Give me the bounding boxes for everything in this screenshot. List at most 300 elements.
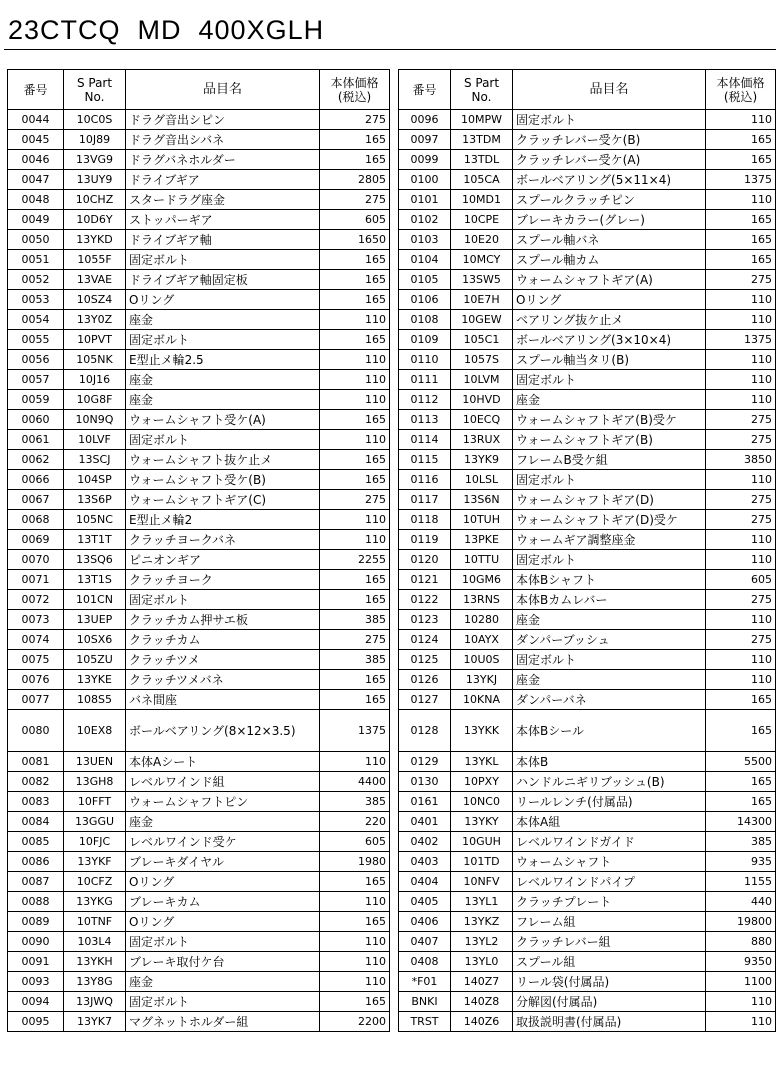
table-row xyxy=(8,630,390,650)
part-price: 275 xyxy=(320,110,390,130)
part-price: 165 xyxy=(320,130,390,150)
part-name: 座金 xyxy=(513,390,706,410)
s-part-number: 101TD xyxy=(451,852,513,872)
s-part-number: 13YL0 xyxy=(451,952,513,972)
part-price: 165 xyxy=(706,772,776,792)
part-number: 0081 xyxy=(8,752,64,772)
part-number: 0103 xyxy=(399,230,451,250)
table-row xyxy=(8,250,390,270)
part-number: 0161 xyxy=(399,792,451,812)
part-price: 165 xyxy=(320,470,390,490)
part-number: 0083 xyxy=(8,792,64,812)
table-row xyxy=(399,130,776,150)
part-name: ダンパーブッシュ xyxy=(513,630,706,650)
s-part-number: 10GM6 xyxy=(451,570,513,590)
part-price: 1155 xyxy=(706,872,776,892)
part-price: 165 xyxy=(320,270,390,290)
s-part-number: 10GEW xyxy=(451,310,513,330)
part-number: 0096 xyxy=(399,110,451,130)
table-row xyxy=(399,470,776,490)
part-price: 165 xyxy=(320,330,390,350)
part-price: 110 xyxy=(706,350,776,370)
header-price-line2: (税込) xyxy=(723,89,758,104)
s-part-number: 13YKL xyxy=(451,752,513,772)
part-number: 0049 xyxy=(8,210,64,230)
part-number: 0116 xyxy=(399,470,451,490)
table-row xyxy=(399,410,776,430)
part-price: 275 xyxy=(706,590,776,610)
table-row xyxy=(8,490,390,510)
part-price: 165 xyxy=(706,690,776,710)
part-name: 座金 xyxy=(513,610,706,630)
s-part-number: 13S6P xyxy=(64,490,126,510)
s-part-number: 13YKK xyxy=(451,710,513,752)
table-row xyxy=(8,690,390,710)
part-name: 本体Bシャフト xyxy=(513,570,706,590)
table-row xyxy=(8,530,390,550)
s-part-number: 10PVT xyxy=(64,330,126,350)
table-row xyxy=(399,310,776,330)
part-price: 1375 xyxy=(706,330,776,350)
header-no: 番号 xyxy=(399,70,451,110)
part-name: 座金 xyxy=(126,370,320,390)
s-part-number: 13GH8 xyxy=(64,772,126,792)
part-number: 0075 xyxy=(8,650,64,670)
part-number: BNKI xyxy=(399,992,451,1012)
part-name: 座金 xyxy=(126,310,320,330)
s-part-number: 10TNF xyxy=(64,912,126,932)
part-number: 0123 xyxy=(399,610,451,630)
part-name: クラッチツメ xyxy=(126,650,320,670)
part-price: 385 xyxy=(320,610,390,630)
table-row xyxy=(399,550,776,570)
s-part-number: 10E20 xyxy=(451,230,513,250)
part-name: クラッチヨークバネ xyxy=(126,530,320,550)
table-row xyxy=(399,892,776,912)
part-price: 275 xyxy=(320,490,390,510)
s-part-number: 140Z6 xyxy=(451,1012,513,1032)
part-price: 275 xyxy=(706,410,776,430)
part-name: クラッチツメバネ xyxy=(126,670,320,690)
table-row xyxy=(399,510,776,530)
s-part-number: 1057S xyxy=(451,350,513,370)
s-part-number: 10N9Q xyxy=(64,410,126,430)
part-number: 0121 xyxy=(399,570,451,590)
part-number: 0073 xyxy=(8,610,64,630)
s-part-number: 13TDL xyxy=(451,150,513,170)
part-number: 0101 xyxy=(399,190,451,210)
part-number: 0111 xyxy=(399,370,451,390)
header-price xyxy=(706,70,776,110)
part-name: スプール軸バネ xyxy=(513,230,706,250)
s-part-number: 13S6N xyxy=(451,490,513,510)
table-row xyxy=(399,170,776,190)
table-row xyxy=(8,752,390,772)
table-row xyxy=(399,530,776,550)
table-row xyxy=(8,350,390,370)
table-row xyxy=(399,210,776,230)
s-part-number: 13UEP xyxy=(64,610,126,630)
table-row xyxy=(399,932,776,952)
part-number: 0095 xyxy=(8,1012,64,1032)
s-part-number: 10PXY xyxy=(451,772,513,792)
s-part-number: 13T1T xyxy=(64,530,126,550)
table-row xyxy=(8,992,390,1012)
part-number: 0128 xyxy=(399,710,451,752)
part-number: 0124 xyxy=(399,630,451,650)
part-name: E型止メ輪2.5 xyxy=(126,350,320,370)
part-number: 0401 xyxy=(399,812,451,832)
s-part-number: 108S5 xyxy=(64,690,126,710)
table-row xyxy=(399,490,776,510)
part-number: 0402 xyxy=(399,832,451,852)
table-row xyxy=(8,670,390,690)
part-number: 0057 xyxy=(8,370,64,390)
part-price: 110 xyxy=(706,650,776,670)
s-part-number: 13YL1 xyxy=(451,892,513,912)
s-part-number: 13Y0Z xyxy=(64,310,126,330)
part-number: 0126 xyxy=(399,670,451,690)
part-price: 275 xyxy=(706,270,776,290)
part-price: 110 xyxy=(706,390,776,410)
part-price: 165 xyxy=(320,992,390,1012)
part-number: 0108 xyxy=(399,310,451,330)
table-row xyxy=(399,270,776,290)
part-price: 110 xyxy=(320,972,390,992)
s-part-number: 1055F xyxy=(64,250,126,270)
part-price: 110 xyxy=(320,510,390,530)
s-part-number: 105ZU xyxy=(64,650,126,670)
table-row xyxy=(399,330,776,350)
part-price: 275 xyxy=(320,190,390,210)
part-name: マグネットホルダー組 xyxy=(126,1012,320,1032)
table-row xyxy=(399,450,776,470)
part-name: 固定ボルト xyxy=(513,470,706,490)
part-number: 0053 xyxy=(8,290,64,310)
part-price: 110 xyxy=(320,390,390,410)
part-name: 座金 xyxy=(126,812,320,832)
s-part-number: 13YL2 xyxy=(451,932,513,952)
part-price: 110 xyxy=(320,952,390,972)
part-price: 1375 xyxy=(320,710,390,752)
part-number: 0109 xyxy=(399,330,451,350)
s-part-number: 13RUX xyxy=(451,430,513,450)
part-price: 385 xyxy=(320,650,390,670)
part-price: 2200 xyxy=(320,1012,390,1032)
s-part-number: 10U0S xyxy=(451,650,513,670)
part-price: 5500 xyxy=(706,752,776,772)
part-price: 9350 xyxy=(706,952,776,972)
part-number: 0114 xyxy=(399,430,451,450)
s-part-number: 105C1 xyxy=(451,330,513,350)
part-price: 110 xyxy=(706,310,776,330)
table-row xyxy=(8,590,390,610)
table-row xyxy=(399,610,776,630)
part-name: ピニオンギア xyxy=(126,550,320,570)
table-row xyxy=(8,390,390,410)
part-number: 0403 xyxy=(399,852,451,872)
part-number: 0119 xyxy=(399,530,451,550)
title-divider xyxy=(4,49,776,50)
table-row xyxy=(399,630,776,650)
part-name: ウォームシャフト xyxy=(513,852,706,872)
part-price: 1980 xyxy=(320,852,390,872)
table-row xyxy=(8,570,390,590)
part-number: 0074 xyxy=(8,630,64,650)
part-name: フレーム組 xyxy=(513,912,706,932)
part-number: 0047 xyxy=(8,170,64,190)
part-name: 固定ボルト xyxy=(126,430,320,450)
s-part-number: 10G8F xyxy=(64,390,126,410)
part-price: 1100 xyxy=(706,972,776,992)
part-number: 0055 xyxy=(8,330,64,350)
part-price: 110 xyxy=(320,530,390,550)
part-name: 固定ボルト xyxy=(513,370,706,390)
part-number: 0115 xyxy=(399,450,451,470)
part-number: 0060 xyxy=(8,410,64,430)
s-part-number: 10LVM xyxy=(451,370,513,390)
s-part-number: 13YKH xyxy=(64,952,126,972)
part-name: ベアリング抜ケ止メ xyxy=(513,310,706,330)
part-name: ドラグ音出シピン xyxy=(126,110,320,130)
part-name: 固定ボルト xyxy=(126,992,320,1012)
part-number: 0113 xyxy=(399,410,451,430)
part-number: TRST xyxy=(399,1012,451,1032)
part-number: 0076 xyxy=(8,670,64,690)
part-number: 0120 xyxy=(399,550,451,570)
part-name: クラッチカム押サエ板 xyxy=(126,610,320,630)
part-number: 0067 xyxy=(8,490,64,510)
part-name: Oリング xyxy=(126,290,320,310)
table-row xyxy=(8,470,390,490)
s-part-number: 10AYX xyxy=(451,630,513,650)
part-number: 0054 xyxy=(8,310,64,330)
header-spart xyxy=(451,70,513,110)
part-name: ハンドルニギリブッシュ(B) xyxy=(513,772,706,792)
s-part-number: 10KNA xyxy=(451,690,513,710)
part-name: ウォームシャフト受ケ(B) xyxy=(126,470,320,490)
s-part-number: 13YK7 xyxy=(64,1012,126,1032)
s-part-number: 10LVF xyxy=(64,430,126,450)
table-row xyxy=(8,190,390,210)
part-price: 14300 xyxy=(706,812,776,832)
table-row xyxy=(399,992,776,1012)
table-row xyxy=(399,370,776,390)
s-part-number: 10MCY xyxy=(451,250,513,270)
part-price: 110 xyxy=(320,350,390,370)
s-part-number: 13SQ6 xyxy=(64,550,126,570)
part-name: クラッチレバー受ケ(B) xyxy=(513,130,706,150)
part-name: ブレーキカム xyxy=(126,892,320,912)
part-number: 0125 xyxy=(399,650,451,670)
part-name: クラッチヨーク xyxy=(126,570,320,590)
part-name: ドライブギア xyxy=(126,170,320,190)
part-name: リール袋(付属品) xyxy=(513,972,706,992)
part-price: 165 xyxy=(706,230,776,250)
part-price: 165 xyxy=(320,690,390,710)
part-name: ウォームシャフト受ケ(A) xyxy=(126,410,320,430)
s-part-number: 13YKG xyxy=(64,892,126,912)
table-row xyxy=(399,650,776,670)
table-row xyxy=(8,110,390,130)
s-part-number: 13TDM xyxy=(451,130,513,150)
part-number: 0046 xyxy=(8,150,64,170)
part-price: 1650 xyxy=(320,230,390,250)
table-row xyxy=(399,350,776,370)
part-number: 0408 xyxy=(399,952,451,972)
part-price: 880 xyxy=(706,932,776,952)
table-row xyxy=(8,812,390,832)
s-part-number: 10E7H xyxy=(451,290,513,310)
header-spart-line2: No. xyxy=(471,89,492,104)
part-name: 本体A組 xyxy=(513,812,706,832)
part-number: 0062 xyxy=(8,450,64,470)
table-row xyxy=(399,190,776,210)
part-name: ウォームシャフトギア(C) xyxy=(126,490,320,510)
part-name: Oリング xyxy=(126,872,320,892)
part-name: ボールベアリング(3×10×4) xyxy=(513,330,706,350)
part-number: 0089 xyxy=(8,912,64,932)
part-number: 0069 xyxy=(8,530,64,550)
table-header-row xyxy=(8,70,390,110)
header-spart-line1: S Part xyxy=(76,75,113,90)
part-price: 165 xyxy=(706,210,776,230)
table-row xyxy=(8,330,390,350)
table-row xyxy=(8,912,390,932)
s-part-number: 13SW5 xyxy=(451,270,513,290)
part-name: ウォームシャフトギア(B) xyxy=(513,430,706,450)
part-number: 0052 xyxy=(8,270,64,290)
part-price: 110 xyxy=(320,932,390,952)
part-price: 110 xyxy=(320,752,390,772)
part-number: 0110 xyxy=(399,350,451,370)
table-row xyxy=(399,390,776,410)
part-number: 0077 xyxy=(8,690,64,710)
part-number: 0048 xyxy=(8,190,64,210)
table-row xyxy=(8,410,390,430)
part-price: 3850 xyxy=(706,450,776,470)
s-part-number: 140Z8 xyxy=(451,992,513,1012)
part-number: 0118 xyxy=(399,510,451,530)
part-price: 275 xyxy=(706,490,776,510)
header-spart-line1: S Part xyxy=(463,75,500,90)
part-name: ウォームギア調整座金 xyxy=(513,530,706,550)
part-price: 165 xyxy=(706,792,776,812)
part-name: Oリング xyxy=(513,290,706,310)
table-row xyxy=(399,690,776,710)
table-row xyxy=(8,650,390,670)
part-name: 本体Aシート xyxy=(126,752,320,772)
part-price: 110 xyxy=(706,290,776,310)
s-part-number: 13YKJ xyxy=(451,670,513,690)
part-name: バネ間座 xyxy=(126,690,320,710)
part-price: 165 xyxy=(706,250,776,270)
part-number: 0127 xyxy=(399,690,451,710)
s-part-number: 10LSL xyxy=(451,470,513,490)
part-name: ブレーキ取付ケ台 xyxy=(126,952,320,972)
part-name: 本体Bカムレバー xyxy=(513,590,706,610)
part-number: 0102 xyxy=(399,210,451,230)
part-price: 935 xyxy=(706,852,776,872)
s-part-number: 10C0S xyxy=(64,110,126,130)
s-part-number: 13GGU xyxy=(64,812,126,832)
table-row xyxy=(8,772,390,792)
s-part-number: 140Z7 xyxy=(451,972,513,992)
header-price xyxy=(320,70,390,110)
part-price: 1375 xyxy=(706,170,776,190)
part-price: 4400 xyxy=(320,772,390,792)
s-part-number: 10HVD xyxy=(451,390,513,410)
part-price: 110 xyxy=(706,550,776,570)
part-number: 0056 xyxy=(8,350,64,370)
table-row xyxy=(399,1012,776,1032)
s-part-number: 13UY9 xyxy=(64,170,126,190)
table-row xyxy=(399,772,776,792)
part-name: スプール組 xyxy=(513,952,706,972)
table-row xyxy=(8,510,390,530)
part-name: ダンパーバネ xyxy=(513,690,706,710)
table-row xyxy=(399,872,776,892)
part-name: ウォームシャフトピン xyxy=(126,792,320,812)
part-name: スプール軸カム xyxy=(513,250,706,270)
part-price: 165 xyxy=(320,912,390,932)
s-part-number: 10TUH xyxy=(451,510,513,530)
part-name: ドライブギア軸 xyxy=(126,230,320,250)
part-name: 固定ボルト xyxy=(126,590,320,610)
part-name: リールレンチ(付属品) xyxy=(513,792,706,812)
part-price: 110 xyxy=(320,370,390,390)
part-name: レベルワインド組 xyxy=(126,772,320,792)
table-row xyxy=(8,1012,390,1032)
table-row xyxy=(399,670,776,690)
header-price-line2: (税込) xyxy=(337,89,372,104)
part-number: 0051 xyxy=(8,250,64,270)
s-part-number: 10SX6 xyxy=(64,630,126,650)
table-row xyxy=(399,912,776,932)
table-row xyxy=(399,570,776,590)
part-name: 固定ボルト xyxy=(126,250,320,270)
part-number: 0085 xyxy=(8,832,64,852)
part-number: 0091 xyxy=(8,952,64,972)
s-part-number: 10GUH xyxy=(451,832,513,852)
part-price: 110 xyxy=(706,110,776,130)
part-number: 0117 xyxy=(399,490,451,510)
part-price: 275 xyxy=(320,630,390,650)
s-part-number: 10MPW xyxy=(451,110,513,130)
part-number: 0122 xyxy=(399,590,451,610)
table-row xyxy=(8,972,390,992)
part-price: 165 xyxy=(320,450,390,470)
page-title: 23CTCQ MD 400XGLH xyxy=(8,15,325,45)
part-price: 165 xyxy=(320,670,390,690)
part-number: 0104 xyxy=(399,250,451,270)
table-row xyxy=(399,150,776,170)
part-name: 本体Bシール xyxy=(513,710,706,752)
header-spart xyxy=(64,70,126,110)
part-price: 165 xyxy=(320,872,390,892)
part-price: 110 xyxy=(706,470,776,490)
part-number: 0080 xyxy=(8,710,64,752)
s-part-number: 10CFZ xyxy=(64,872,126,892)
s-part-number: 105NC xyxy=(64,510,126,530)
part-name: クラッチカム xyxy=(126,630,320,650)
table-row xyxy=(399,852,776,872)
s-part-number: 10ECQ xyxy=(451,410,513,430)
header-name: 品目名 xyxy=(126,70,320,110)
part-name: クラッチレバー組 xyxy=(513,932,706,952)
part-name: 固定ボルト xyxy=(513,110,706,130)
table-row xyxy=(8,150,390,170)
